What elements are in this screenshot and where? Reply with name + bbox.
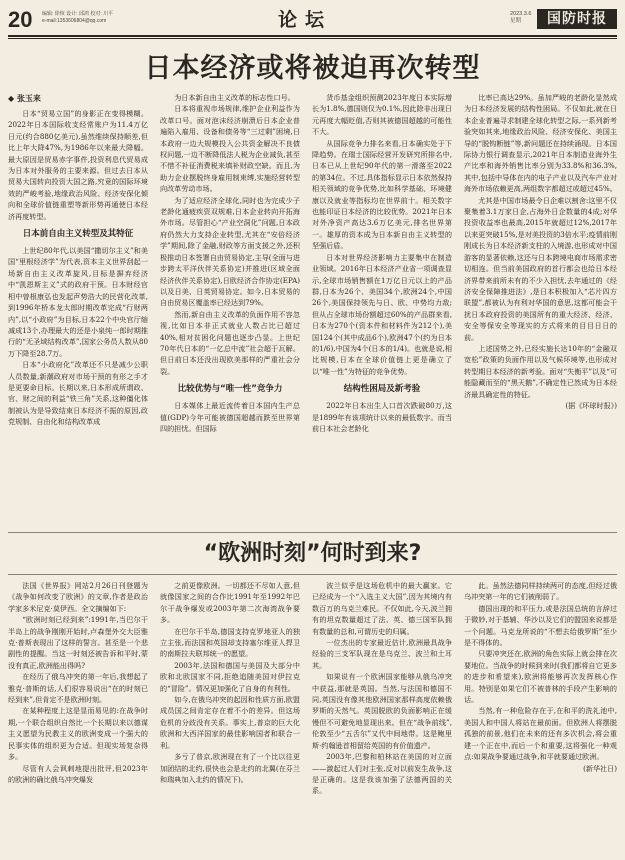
paragraph: 之前更像欧洲。一切都还不尽如人意,但就像国家之间的合作比1991年至1992年巴尔干战争爆发或2003年第二次海湾战争要多。: [160, 581, 300, 625]
paragraph: 尤其是中国市场最令日企难以割舍:这里不仅聚集着3.1万家日企,占海外日企数量的4成;对华投资收益率也最高,2015年就超过12%,2017年以来更突破15%,是对美投资的3倍水平;疫情前刚刚成长为日本经济新支柱的入境游,也形成对中国游客的显著依赖,这还与日本跨境电商市场需求密切相连。但当前美国政府的首行都会也给日本经济界带来前所未有的不少入担忧,去年通过的《经济安全保障推进法》,是日本积极加入“芯片四方联盟”,都被认为有利对华国的意思,这都可能会干扰日本政府投资的美国所有的重大经济、经济、安全等保安全等现实的方式将来的目目日日的前。: [464, 195, 617, 342]
weekday: 星期: [510, 18, 522, 24]
article2-title-rule: [8, 574, 617, 575]
paragraph: 在某种程度上这是显而易见的:在战争时期,一个联合组织自然比一个长期以来以德谋主义愿望为民教主义的欧洲变成一个强大的民事实体的组织更为合适。但现实场复杂得多。: [8, 706, 148, 762]
paragraph: 德国出现的和平压力,或是法国总统的言辞过于微妙,对于基辅、华沙以及它们的盟国来说都是一个问题。马克龙所说的“不想去给俄罗斯”至少是不得体的。: [464, 603, 617, 648]
paragraph: 货币基金组织预测2023年度日本实际增长为1.8%,德国则仅为0.1%,因此除非出现日元再度大幅贬值,否则其被德国超越的可能性不大。: [312, 93, 452, 137]
date-value: 2023.3.6: [510, 11, 532, 17]
article1-column-3: [312, 92, 452, 528]
paragraph: 然而,新自由主义改革的负面作用不容忽视,比如日本非正式就业人数占比已超过40%,相对贫困化问题也逐步凸显。上世纪70年代日本的“一亿总中流”社会超于瓦解。但日前日本还没出现欧美那样的严重社会分裂。: [160, 309, 300, 376]
paragraph: 比率已高达29%。虽加严峻的老龄化显然成为日本经济发展的结构性困局。不仅如此,就在日本企业普遍寻求制建全球化转型之际,一系列新考验突如其来,地缘政治风险、经济安保化、美国主导的“脱钩断链”等,新问题还在持续涌现。日本国际协力银行调查显示,2021年日本制造业海外生产比率和海外销售比率分别为33.8%和36.3%,其中,包括中导体在内的电子产业以及汽车产业对海外市场依赖更高,两组数字都超过或超过45%。: [464, 93, 617, 194]
article2-column-3: [312, 580, 452, 856]
paragraph: 2003年,法国和德国与美国及大部分中欧和北欧国家不同,拒绝追随美国对伊拉克的“冒险”。情况更加强化了自身的有利性。: [160, 660, 300, 693]
article1-column-2: [160, 92, 300, 528]
header-rule-thin: [8, 38, 617, 39]
paragraph: 为日本新自由主义改革的标志性口号。: [174, 93, 295, 102]
paragraph: 多亏了普京,欧洲现在有了一个比以往更加团结的北约,很快也会是北约的北翼(在芬兰和瑞典加入北约的情况下)。: [160, 752, 300, 784]
article1-author: ◆ 张玉来: [8, 94, 41, 103]
article-divider: [8, 532, 617, 533]
article2-title: “欧洲时刻”何时到来?: [203, 541, 422, 566]
paragraph: 此。虽然法德同样持续两可的态度,但经过俄乌冲突第一年的它们被削弱了。: [464, 581, 617, 602]
paragraph: 上世纪80年代,以美国“撒切尔主义”和美国“里根经济学”为代表,资本主义世界刮起一场新自由主义改革旋风,目标是摒弃经济中“凯恩斯主义”式的政府干预。日本财经官相中曾根康弘也发起声势浩大的民营化改革,到1996年桥本龙太郎时期改革完成“行财两内”,以“小政府”为目标,日本22个中央官厅缩减成13个,办理最大的还是小泉纯一郎时期推行的“无圣域结构改革”,国家公务员人数从80万下降至28.7万。: [8, 246, 148, 358]
paragraph: 法国《世界报》网站2月26日刊登题为《战争如何改变了欧洲》的文章,作者是政治学家多米尼克·莫伊西。全文摘编如下:: [8, 581, 148, 613]
editor-email: e-mail:1353606804@qq.com: [42, 18, 107, 24]
paragraph: 为了适应经济全球化,同时也为完成少子老龄化通疲疾资双规难,日本企业转向开拓海外市场。尽管担心“产业空洞化”问题,日本政府仍然大力支持企业转型,尤其在“安倍经济学”期间,除了金融,财政等方面支援之外,还积极推动日本签署自由贸易协定,主导(全面与进步跨太平洋伙伴关系协定)并推进(区域全面经济伙伴关系协定),日欧经济合作协定(EPA)以及日美、日英贸易协定。如今,日本贸易的自由贸易区覆盖率已经达到79%。: [160, 195, 300, 308]
editor-info: [42, 11, 113, 25]
paragraph: 波兰似乎是这场危机中的最大赢家。它已经成为一个“入选主义大国”,因为其境内有数百万的乌克兰难民。不仅如此,今天,波兰拥有的坦克数量超过了法、英、德三国军队拥有数量的总和,可谓历史的归属。: [312, 581, 452, 636]
paragraph: 日本对世界经济影响力主要集中在制造业领域。2016年日本经济产业省一项调查显示,全球市场销售额在1万亿日元以上的产品群,日本为26个、美国34个,欧洲24个,中国26个,美国保持领先与日、欧、中势均力敌;但从占全球市场份额超过60%的产品群来看,日本为270个(资本件和材料件为212个),美国124个(其中成品6个),欧洲47个(约为日本的1/6),中国为4个(日本的1/4)。也就是说,相比规模,日本在全球价值链上更是确立了以“唯一性”为特征的竞争优势。: [312, 252, 452, 376]
paragraph: 从国际竞争力排名来看,日本确实处于下降趋势。在瑞士国际经营开发研究所排名中,日本已从上世纪90年代的第一滑落至2022的第34位。不过,具体指标显示日本依然保持相关领域的竞争优势,比如科学基础、环境健康以及就业等指标均在世界前十。相关数字也能印证日本经济的比较优势。2021年日本对外净资产高达3.6万亿美元,排名世界第一。雄厚的资本成为日本新自由主义转型的坚强后盾。: [312, 138, 452, 251]
subheading: 结构性困局及新考验: [343, 384, 421, 395]
paragraph: 只要冲突还在,欧洲的角色实际上就会排在次要地位。当战争的时候到来时(我们都将自它更多的进步和希望来),欧洲将能够再次发挥核心作用。特别是如果它们不被普林的手段产生影响的话。: [464, 649, 617, 705]
editor-credits: 编辑: 徐恢 设计: 邱鸿 校对: 川平: [42, 11, 114, 17]
article2-column-4: [464, 580, 617, 856]
article2-column-2: [160, 580, 300, 856]
page-header: [8, 8, 617, 34]
paragraph: 尽管有人会讽刺地提出批评,但2023年的欧洲的确比俄乌冲突爆发: [8, 763, 148, 784]
article1-column-1: [8, 92, 148, 528]
subheading: 比较优势与“唯一性”竞争力: [177, 384, 283, 395]
paragraph: 当然,有一种危险存在于,在和平的洗礼池中,美国人和中国人将站在最前面。但欧洲人将摆脱孤独的前景,他们在未来的还有多次机会,将会重建一个正在中,而后一个和重要,这将强化一种观点:如果战争要通过战争,和平就要通过欧洲。: [464, 706, 617, 762]
article1-column-4: [464, 92, 617, 528]
paragraph: 在经历了俄乌冲突的第一年后,我想起了雅克·普斯的话,人们很容易说出“在的时刻已经到来”,但肯定不是欧洲时刻。: [8, 672, 148, 705]
paragraph: 一位杰出的专家最近估计,欧洲最具战争经验的三支军队现在是乌克兰、波兰和土耳其。: [312, 638, 452, 670]
paragraph: 日本“贸易立国”的身影正在变得模糊。2022年日本国际收支经常账户为11.4万亿日元(约合880亿美元),虽然维续保持顺差,但比上年大降47%,为1986年以来最大降幅。最大原因是贸易赤字事件,投资利息代贸易成为日本对外服务的主要来源。但过去日本从贸易大国转向投资大国之路,究竟的国际环境效的严峻考验,地缘政治风险、经济安保化倾向和全球价值链重塑等新形势再通使日本经济再度转型。: [8, 109, 148, 221]
source-credit: (据《环球时报》): [565, 400, 617, 410]
paragraph: 如今,在俄乌冲突的起因和性质方面,欧盟成员国之间肯定存在着不小的差异。但这场危机的分歧没有关系。事实上,普京的巨大化欧洲和大西洋国家的最佳影响国者和联合一利。: [160, 695, 300, 750]
paragraph: 在巴尔干半岛,德国支持克罗地亚人的独立主张,而法国和英国却支持塞尔维亚人捍卫的南斯拉夫联邦统一的愿望。: [160, 626, 300, 659]
paragraph: “欧洲时刻已经到来”:1991年,当巴尔干半岛上的战争刚刚开始时,卢森堡外交大臣雅克·普斯表现出了这样的誓言。甚至是一个悲剧性的提醒。当这一时刻还被告诉和平时,蒙没有真正,欧洲能出得吗?: [8, 615, 148, 670]
paragraph: 如果说有一个欧洲国家能够从俄乌冲突中获益,那就是英国。当然,与法国和德国不同,英国没有像其他欧洲国家那样高度依赖俄罗斯的天然气。英国脱欧的负面影响正在缓慢但不可避免地显现出来。但在“战争前线”,伦敦至少“五舌尔”又代中间地带。这是鲍里斯·约翰逊首相留给英国的有价值遗产。: [312, 672, 452, 750]
subheading: 日本前自由主义转型及其特征: [22, 229, 134, 240]
newspaper-logo: 国防时报: [537, 9, 617, 29]
paragraph: 2022年日本出生人口首次跌破80万,这是1899年有该项统计以来的最低数字。而当前日本社会老龄化: [312, 401, 452, 433]
paragraph: 上述国势之外,已经实施长达10年的“金融双宽松”政策的负面作用以及气候环境等,也形成对转型期日本经济的新考验。面对“失衡平”以及“可能隐藏而至的“黑天鹅”,不确定性已然成为日本经济最具确定性的特征。: [464, 343, 617, 399]
paragraph: 日本“小政府化”改革还不只是减少公职人员数量,新潮政府对市场干预的有形之手才是更要命目标。长期以来,日本形成所谓政、官、财之间的利益“铁三角”关系,这种僵化体制被认为是导致结束日本经济不振的原因,政党规制、自由化和结构改革成: [8, 360, 148, 427]
article1-title: 日本经济或将被迫再次转型: [144, 53, 481, 84]
page-number: 20: [8, 7, 33, 32]
paragraph: 2003年,巴黎和柏林站在美国的对立面——激起过人们对主张,反对以前发生战争,这是正确的。这是我该加强了法德两国的关系。: [312, 752, 452, 796]
paragraph: 日本将重视市场规律,维护企业利益作为改革口号。面对泡沫经济崩溃后日本企业普遍陷入雇用、设备和债务等“三过剩”困境,日本政府一边大规模投入公共资金解决不良债权问题,一边不断降低法人税为企业减负,甚至不惜不补征消费税来填补财政空缺。而且,为助力企业摆脱终身雇用制束缚,实施经营转型向改革劳动市场。: [160, 104, 300, 194]
article2-column-1: [8, 580, 148, 856]
source-credit: (新华社日): [583, 763, 617, 773]
issue-date: [510, 11, 531, 25]
section-title: 论坛: [278, 9, 333, 31]
header-rule: [8, 35, 617, 37]
paragraph: 日本媒体上最近流传着日本国内生产总值(GDP)今年可能被德国超越而跌至世界第四的担忧。但国际: [160, 401, 300, 433]
